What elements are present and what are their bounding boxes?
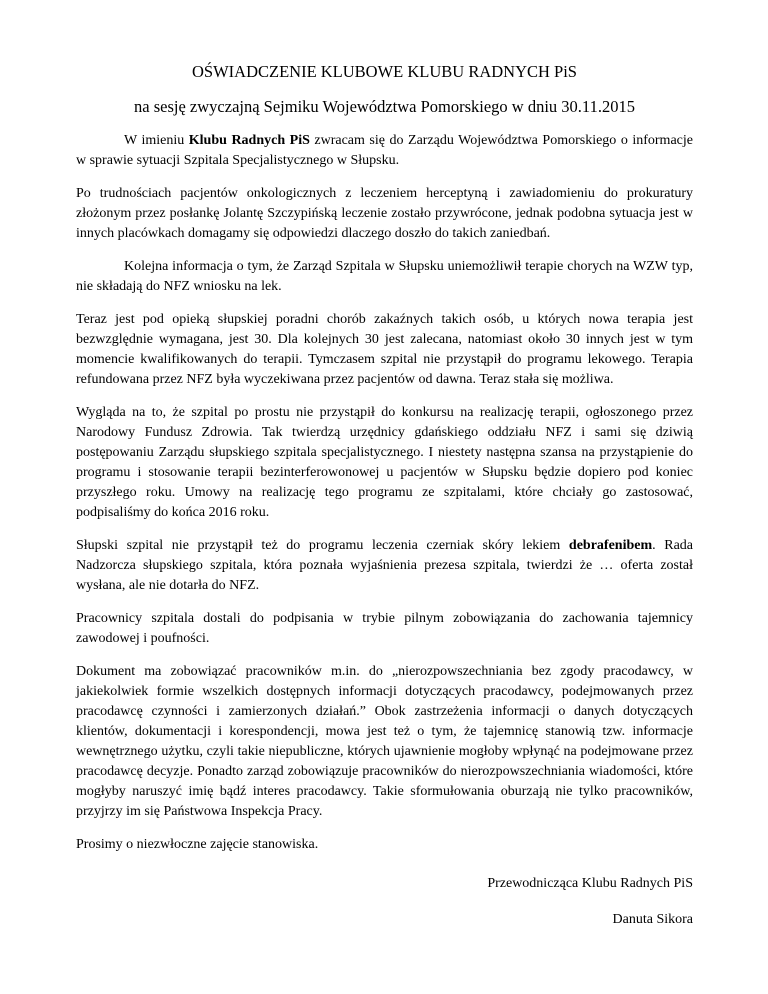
drug-name-bold: debrafenibem xyxy=(568,538,653,553)
paragraph-7: Pracownicy szpitala dostali do podpisania w trybie pilnym zobowiązania do zachowania tajemnicy zawodowej i poufności. xyxy=(76,611,693,646)
paragraph-5: Wygląda na to, że szpital po prostu nie przystąpił do konkursu na realizację terapii, ogłoszonego przez Narodowy Fundusz Zdrowia. Tak twierdzą urzędnicy gdańskiego oddziału NFZ i sami się dziwią postępowaniu Zarządu słupskiego szpitala specjalistycznego. I niestety następna szansa na przystąpienie do programu i stosowanie terapii bezinterferowonowej u pacjentów w Słupsku będzie dopiero pod koniec przyszłego roku. Umowy na realizację tego programu ze szpitalami, które chciały go zastosować, podpisaliśmy do końca 2016 roku. xyxy=(76,405,693,520)
paragraph-2: Po trudnościach pacjentów onkologicznych z leczeniem herceptyną i zawiadomieniu do prokuratury złożonym przez posłankę Jolantę Szczypińską leczenie zostało przywrócone, jednak podobna sytuacja jest w innych placówkach domagamy się odpowiedzi dlaczego doszło do takich zaniedbań. xyxy=(76,186,693,241)
paragraph-9: Prosimy o niezwłoczne zajęcie stanowiska. xyxy=(76,837,319,852)
paragraph-3: Kolejna informacja o tym, że Zarząd Szpitala w Słupsku uniemożliwił terapie chorych na WZW typ, nie składają do NFZ wniosku na lek. xyxy=(76,259,693,294)
paragraph-6 xyxy=(76,536,693,596)
paragraph-1 xyxy=(76,131,693,171)
signature-name: Danuta Sikora xyxy=(612,912,693,927)
paragraph-6-pre: Słupski szpital nie przystąpił też do programu leczenia czerniak skóry lekiem xyxy=(76,538,569,553)
document-page xyxy=(76,62,693,930)
club-name-bold: Klubu Radnych PiS xyxy=(188,133,310,148)
paragraph-4: Teraz jest pod opieką słupskiej poradni chorób zakaźnych takich osób, u których nowa terapia jest bezwzględnie wymagana, jest 30. Dla kolejnych 30 jest zalecana, natomiast około 30 innych jest w tym momencie kwalifikowanych do terapii. Tymczasem szpital nie przystąpił do programu lekowego. Terapia refundowana przez NFZ była wyczekiwana przez pacjentów od dawna. Teraz stała się możliwa. xyxy=(76,312,693,387)
document-title: OŚWIADCZENIE KLUBOWE KLUBU RADNYCH PiS xyxy=(192,62,577,81)
paragraph-8: Dokument ma zobowiązać pracowników m.in. do „nierozpowszechniania bez zgody pracodawcy, w jakiekolwiek formie wszelkich dostępnych informacji dotyczących pracodawcy, podejmowanych przez pracodawcę czynności i zamierzonych działań.” Obok zastrzeżenia informacji o danych dotyczących klientów, dokumentacji i korespondencji, mowa jest też o tym, że tajemnicę stanowią tzw. informacje wewnętrznego użytku, czyli takie niepubliczne, których ujawnienie mogłoby wpłynąć na podejmowane przez pracodawcę decyzje. Ponadto zarząd zobowiązuje pracowników do nierozpowszechniania wiadomości, które mogłyby naruszyć imię bądź interes pracodawcy. Takie sformułowania oburzają nie tylko pracowników, przyjrzy im się Państwowa Inspekcja Pracy. xyxy=(76,664,693,819)
document-subtitle: na sesję zwyczajną Sejmiku Województwa Pomorskiego w dniu 30.11.2015 xyxy=(134,97,635,116)
paragraph-1-post: zwracam się do Zarządu Województwa Pomorskiego o informacje w sprawie sytuacji Szpitala Specjalistycznego w Słupsku. xyxy=(76,133,693,168)
paragraph-6-post: . Rada Nadzorcza słupskiego szpitala, która poznała wyjaśnienia prezesa szpitala, twierdzi że … oferta został wysłana, ale nie dotarła do NFZ. xyxy=(76,538,694,593)
signature-role: Przewodnicząca Klubu Radnych PiS xyxy=(487,876,693,891)
paragraph-1-pre: W imieniu xyxy=(124,133,189,148)
